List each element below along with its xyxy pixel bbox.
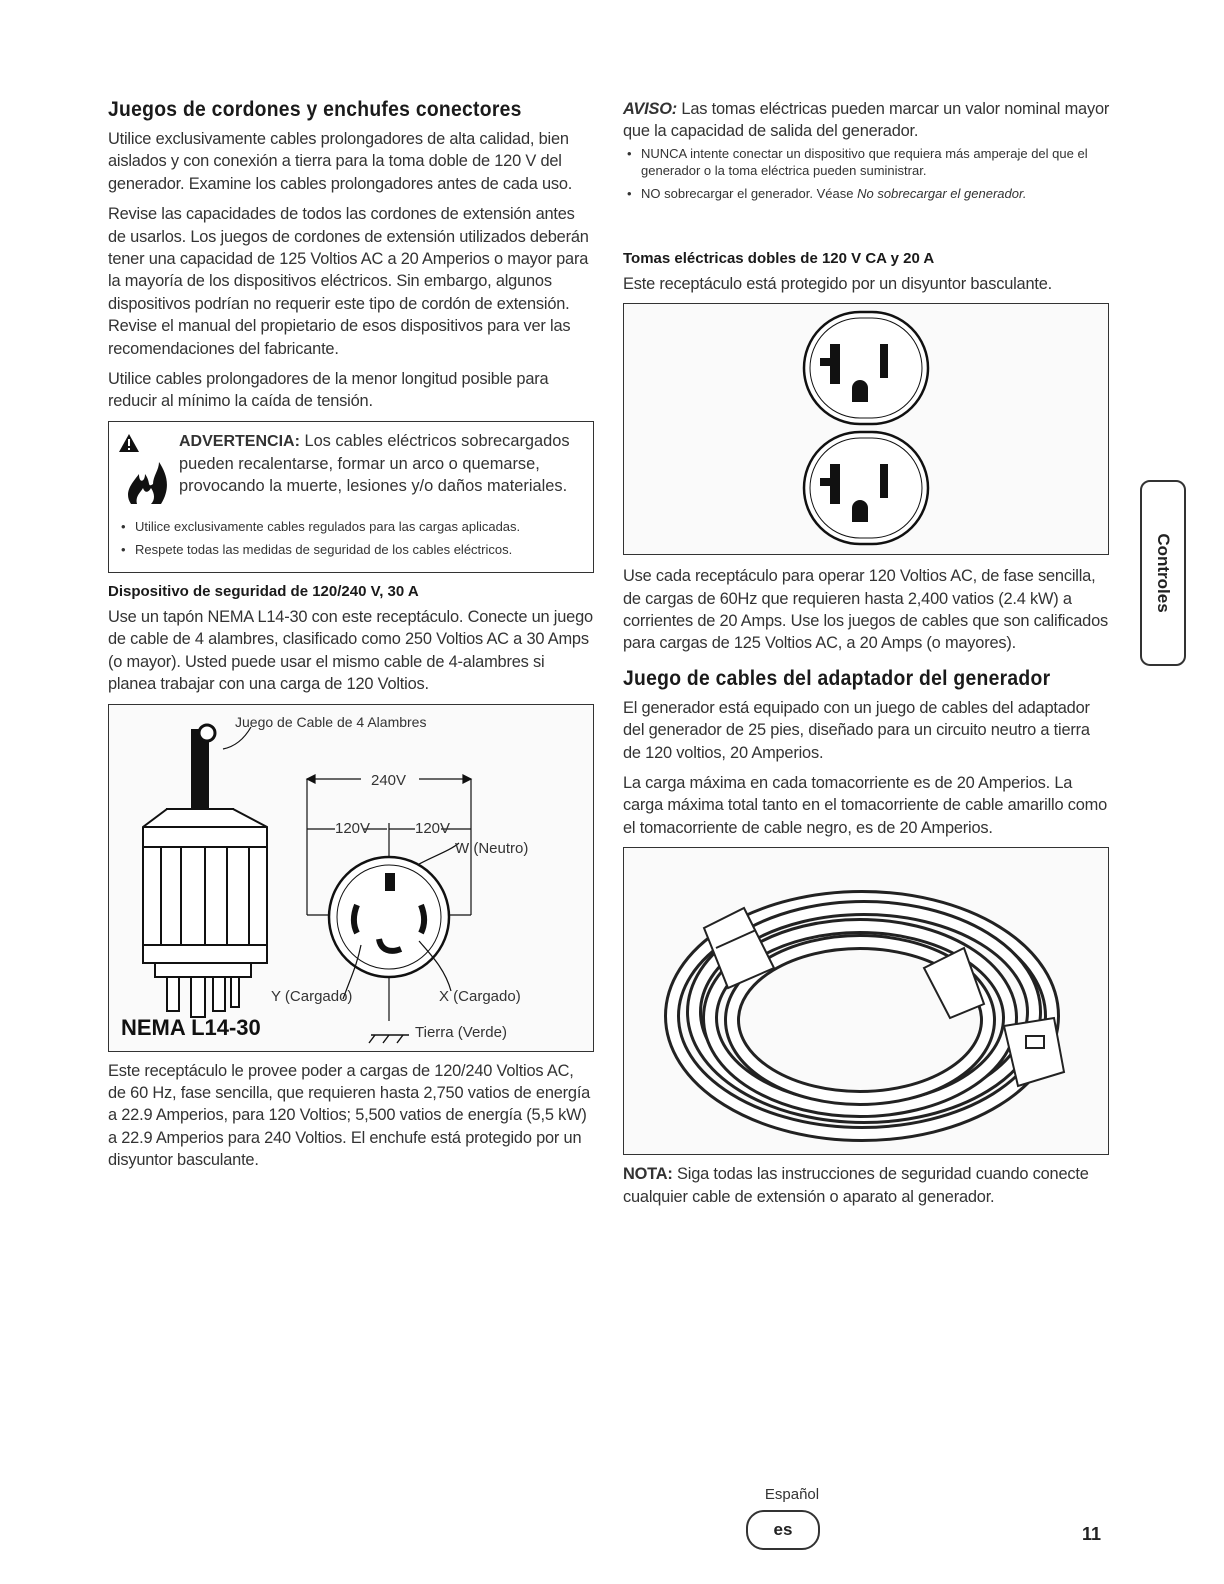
warning-label: ADVERTENCIA:	[179, 432, 300, 450]
voltage-120b-label: 120V	[415, 819, 451, 837]
aviso-bullets	[623, 145, 1111, 202]
duplex-outlet-diagram	[623, 303, 1109, 555]
warning-bullets	[117, 518, 583, 558]
nota-paragraph	[623, 1163, 1111, 1208]
paragraph-cord-length: Utilice cables prolongadores de la menor longitud posible para reducir al mínimo la caída de tensión.	[108, 370, 549, 411]
paragraph-l14-30-power: Este receptáculo le provee poder a cargas de 120/240 Voltios AC, de 60 Hz, fase sencilla, que requieren hasta 2,750 vatios de energía a 22.9 Amperios, para 120 Voltios; 5,500 vatios de energía (5,5 kW) a 22.9 Amperios para 240 Voltios. El enchufe está protegido por un disyuntor basculante.	[108, 1061, 591, 1170]
paragraph-adapter-description: El generador está equipado con un juego de cables del adaptador del generador de 25 pies, diseñado para un circuito neutro a tierra de 120 voltios, 20 Amperios.	[623, 698, 1090, 762]
paragraph-cord-capacity: Revise las capacidades de todos las cordones de extensión antes de usarlos. Los juegos de cordones de extensión utilizados deberán tener una capacidad de 125 Voltios AC a 20 Amperios o mayor para la mayoría de los dispositivos eléctricos. Sin embargo, algunos dispositivos podrían no requerir este tipo de cordón de extensión. Revise el manual del propietario de esos dispositivos para ver las recomendaciones del fabricante.	[108, 205, 589, 358]
list-item: • NO sobrecargar el generador. Véase No sobrecargar el generador.	[623, 185, 1111, 202]
cable-label: Juego de Cable de 4 Alambres	[235, 713, 427, 730]
list-item: • Respete todas las medidas de seguridad de los cables eléctricos.	[117, 541, 583, 558]
section-title-safety-device: Dispositivo de seguridad de 120/240 V, 30 A	[108, 582, 419, 600]
section-title-adapter-kit: Juego de cables del adaptador del generador	[623, 666, 1051, 690]
right-column	[623, 98, 1111, 1216]
outlet-top	[804, 312, 928, 424]
paragraph-l14-30: Use un tapón NEMA L14-30 con este receptáculo. Conecte un juego de cable de 4 alambres, clasificado como 250 Voltios AC a 30 Amps (o mayor). Usted puede usar el mismo cable de 4-alambres si planea trabajar con una carga de 120 Voltios.	[108, 607, 593, 694]
section-tab-controles[interactable]	[1140, 480, 1186, 666]
nota-text: Siga todas las instrucciones de seguridad cuando conecte cualquier cable de extensión o aparato al generador.	[623, 1165, 1089, 1206]
section-title-duplex-outlets: Tomas eléctricas dobles de 120 V CA y 20 A	[623, 249, 935, 267]
page-number: 11	[1082, 1524, 1102, 1544]
nota-label: NOTA:	[623, 1165, 673, 1184]
fire-icon	[117, 430, 179, 514]
aviso-paragraph	[623, 98, 1111, 143]
outlet-bottom	[804, 432, 928, 544]
voltage-240-label: 240V	[371, 771, 407, 789]
y-label: Y (Cargado)	[271, 987, 353, 1005]
model-label: NEMA L14-30	[121, 1014, 261, 1040]
list-item: • NUNCA intente conectar un dispositivo que requiera más amperaje del que el generador o la toma eléctrica pueden suministrar.	[623, 145, 1111, 179]
paragraph-duplex-usage: Use cada receptáculo para operar 120 Voltios AC, de fase sencilla, de cargas de 60Hz que requieren hasta 2,400 vatios (2.4 kW) a corrientes de 20 Amps. Use los juegos de cables que son calificados para cargas de 125 Voltios AC, a 20 Amps (o mayores).	[623, 567, 1108, 653]
aviso-text: Las tomas eléctricas pueden marcar un valor nominal mayor que la capacidad de salida del generador.	[623, 100, 1110, 141]
voltage-120a-label: 120V	[335, 819, 371, 837]
paragraph-cord-quality: Utilice exclusivamente cables prolongadores de alta calidad, bien aislados y con conexión a tierra para la toma doble de 120 V del generador. Examine los cables prolongadores antes de cada uso.	[108, 130, 573, 193]
footer-language: Español	[764, 1486, 820, 1503]
section-title-cord-sets: Juegos de cordones y enchufes conectores	[108, 98, 522, 121]
tab-label: Controles	[1154, 533, 1173, 613]
warning-box	[108, 421, 594, 573]
plug-body	[143, 809, 267, 1017]
warning-text: Los cables eléctricos sobrecargados pueden recalentarse, formar un arco o quemarse, provocando la muerte, lesiones y/o daños materiales.	[179, 431, 570, 495]
neutral-label: W (Neutro)	[455, 839, 529, 857]
cross-reference: No sobrecargar el generador.	[857, 185, 1027, 201]
left-column	[108, 98, 594, 1180]
ground-icon	[369, 1035, 409, 1043]
aviso-label: AVISO:	[623, 100, 678, 118]
language-badge: es	[746, 1510, 820, 1550]
x-label: X (Cargado)	[439, 987, 521, 1005]
ground-label: Tierra (Verde)	[415, 1023, 507, 1041]
nema-l14-30-diagram	[108, 704, 594, 1052]
paragraph-duplex-breaker: Este receptáculo está protegido por un disyuntor basculante.	[623, 274, 1053, 293]
list-item: • Utilice exclusivamente cables regulados para las cargas aplicadas.	[117, 518, 583, 535]
adapter-cable-image	[623, 847, 1109, 1155]
paragraph-adapter-load: La carga máxima en cada tomacorriente es de 20 Amperios. La carga máxima total tanto en el tomacorriente de cable amarillo como el tomacorriente de cable negro, es de 20 Amperios.	[623, 774, 1108, 837]
